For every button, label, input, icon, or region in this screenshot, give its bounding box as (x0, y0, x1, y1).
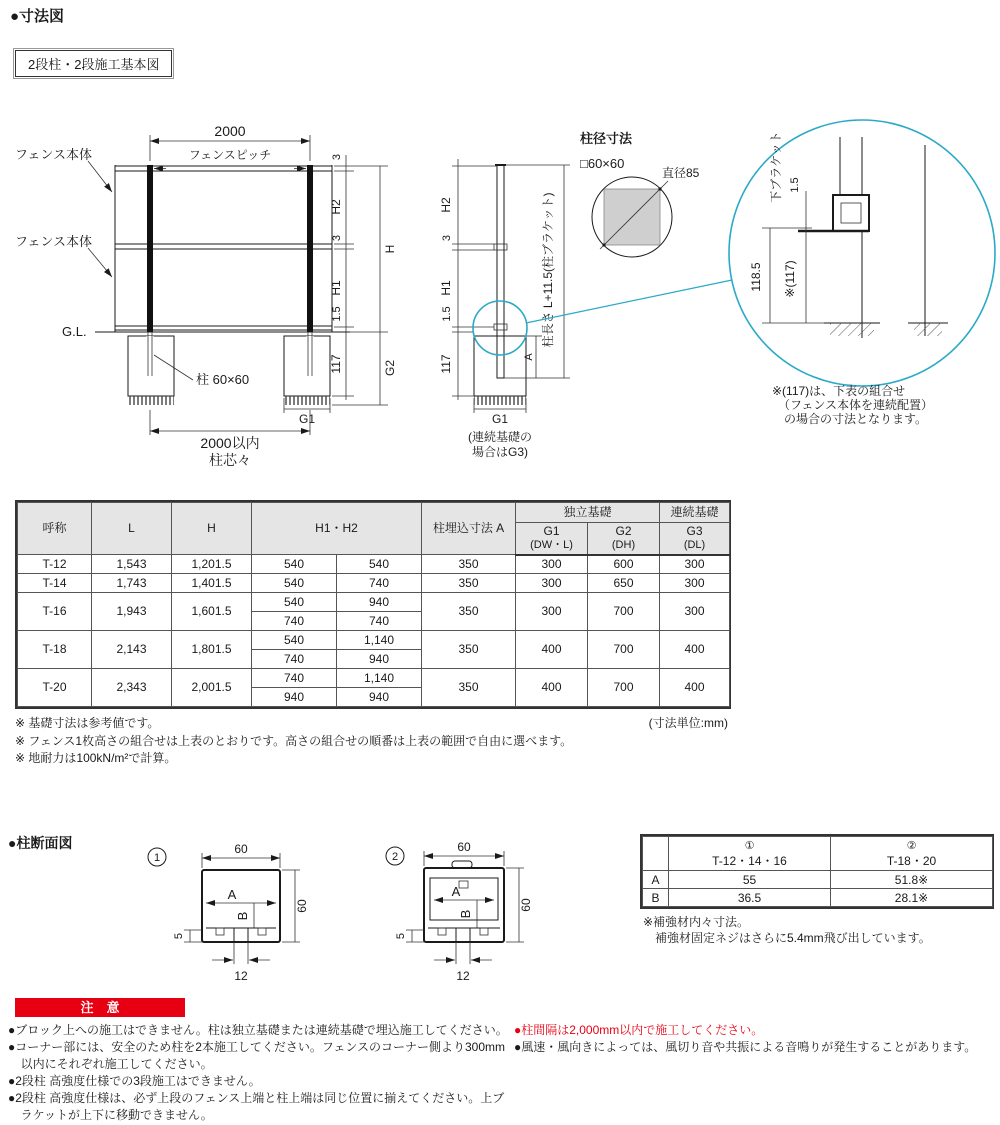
dim-h2: H2 (329, 199, 343, 215)
post-centers-label: 柱芯々 (209, 452, 251, 468)
table-row: T-20 2,343 2,001.5 740 1,140 350 400 700 400 (18, 669, 730, 688)
dim-1-5: 1.5 (331, 306, 343, 322)
dimension-table-wrap (15, 500, 731, 709)
col-header-g3: G3 (DL) (660, 523, 730, 555)
table-note: ※ フェンス1枚高さの組合せは上表のとおりです。高さの組合せの順番は上表の範囲で自由に選べます。 (15, 733, 573, 748)
dim-60-top: 60 (234, 842, 248, 856)
section-number: 2 (391, 851, 399, 863)
col-header-independent-footing: 独立基礎 (516, 503, 660, 523)
caution-item: ●コーナー部には、安全のため柱を2本施工してください。フェンスのコーナー側より300mm以内にそれぞれ施工してください。 (8, 1040, 505, 1072)
dim-60-right: 60 (519, 898, 533, 912)
cross-section-drawing (0, 830, 660, 995)
caution-item: ●風速・風向きによっては、風切り音や共振による音鳴りが発生することがあります。 (514, 1040, 977, 1055)
post-length-label: 柱長さ L+11.5(柱ブラケット) (541, 192, 555, 348)
note-line: ※補強材内々寸法。 (643, 915, 750, 929)
dim-h1: H1 (329, 280, 343, 296)
continuous-footing-note: (連続基礎の (468, 430, 532, 444)
caution-item-red: ●柱間隔は2,000mm以内で施工してください。 (514, 1023, 764, 1037)
post-size-label: 柱 60×60 (196, 372, 250, 387)
detail-leader-line (526, 280, 732, 323)
table-row: B 36.5 28.1※ (643, 889, 993, 907)
dim-g1: G1 (298, 412, 316, 426)
dimension-drawing (0, 95, 1000, 480)
table-notes (15, 716, 728, 769)
dim-12: 12 (456, 969, 470, 983)
dim-118-5: 118.5 (749, 262, 763, 292)
section-number: 1 (153, 852, 161, 864)
reinforcement-table-wrap (640, 834, 994, 909)
dim-12: 12 (234, 969, 248, 983)
table-row: T-14 1,743 1,401.5 540 740 350 300 650 300 (18, 574, 730, 593)
gl-label: G.L. (62, 324, 87, 339)
post-dia-size: □60×60 (580, 156, 625, 171)
dim-a: A (523, 353, 535, 361)
fence-pitch-label: フェンスピッチ (188, 148, 272, 162)
bracket-detail-drawing (729, 120, 995, 426)
dim-span-max: 2000以内 (200, 435, 260, 451)
bracket-profile (833, 195, 869, 231)
reinforcement-notes (643, 914, 931, 946)
dim-117: 117 (329, 354, 343, 374)
dim-60-top: 60 (457, 840, 471, 854)
dim-3-mid: 3 (331, 234, 343, 242)
dim-1-5: 1.5 (441, 306, 453, 322)
col-header-h1h2: H1・H2 (252, 503, 422, 555)
side-view-drawing (439, 159, 732, 459)
footing (474, 336, 526, 396)
dim-60-right: 60 (295, 899, 309, 913)
cross-section-2 (386, 840, 533, 983)
front-view-drawing (15, 123, 397, 468)
cross-section-title: ●柱断面図 (8, 835, 73, 851)
table-row: T-12 1,543 1,201.5 540 540 350 300 600 300 (18, 555, 730, 574)
dim-g2: G2 (383, 359, 397, 377)
detail-note-line: の場合の寸法となります。 (784, 412, 928, 426)
detail-note-line: ※(117)は、下表の組合せ (772, 384, 906, 398)
col-header-continuous-footing: 連続基礎 (660, 503, 730, 523)
col-header-g2: G2 (DH) (588, 523, 660, 555)
caution-item: ●ブロック上への施工はできません。柱は独立基礎または連続基礎で埋込施工してください。 (8, 1023, 508, 1037)
dim-diameter-85: 直径85 (662, 166, 700, 180)
caution-list-left (8, 1022, 513, 1124)
table-note: ※ 基礎寸法は参考値です。 (15, 716, 160, 730)
table-row: A 55 51.8※ (643, 871, 993, 889)
dim-h2: H2 (439, 197, 453, 213)
dim-b: B (235, 911, 250, 921)
dim-117: 117 (439, 354, 453, 374)
dim-a: A (451, 884, 461, 899)
post-profile (497, 165, 504, 378)
diagram-type-box: 2段柱・2段施工基本図 (15, 50, 172, 77)
dim-117-ref: ※(117) (783, 260, 797, 298)
table-note: ※ 地耐力は100kN/m²で計算。 (15, 751, 177, 766)
dim-5: 5 (173, 932, 185, 940)
page-title: ●寸法図 (10, 8, 65, 25)
fence-body-label: フェンス本体 (15, 234, 92, 249)
detail-callout-circle (473, 301, 527, 355)
col-header-t18-20: ② T-18・20 (831, 837, 993, 871)
table-subrow: 940 940 (18, 688, 730, 707)
table-header-row (643, 837, 993, 871)
col-header-name: 呼称 (18, 503, 92, 555)
cross-section-1 (148, 842, 309, 983)
dim-h1: H1 (439, 280, 453, 296)
table-row: T-18 2,143 1,801.5 540 1,140 350 400 700 400 (18, 631, 730, 650)
caution-banner: 注 意 (15, 998, 185, 1017)
col-header-h: H (172, 503, 252, 555)
dim-2000: 2000 (214, 123, 246, 139)
col-header-embed: 柱埋込寸法 A (422, 503, 516, 555)
post-diameter-drawing (580, 131, 700, 257)
note-line: 補強材固定ネジはさらに5.4mm飛び出しています。 (655, 931, 931, 946)
caution-item: ●2段柱 高強度仕様での3段施工はできません。 (8, 1074, 261, 1089)
dim-1-5: 1.5 (789, 177, 801, 193)
post-dia-title: 柱径寸法 (580, 131, 633, 146)
col-header-t12-14-16: ① T-12・14・16 (669, 837, 831, 871)
empty-corner-cell (643, 837, 669, 871)
dimension-table (17, 502, 730, 707)
fence-body-label: フェンス本体 (15, 147, 92, 162)
caution-list-right (514, 1022, 996, 1056)
unit-note: (寸法単位:mm) (648, 716, 728, 730)
table-header-row (18, 503, 730, 523)
detail-note-line: （フェンス本体を連続配置） (778, 398, 934, 412)
table-subrow: 740 940 (18, 650, 730, 669)
caution-item: ●2段柱 高強度仕様は、必ず上段のフェンス上端と柱上端は同じ位置に揃えてください。上ブラケットが上下に移動できません。 (8, 1091, 505, 1123)
dim-5: 5 (395, 932, 407, 940)
table-subrow: 740 740 (18, 612, 730, 631)
dim-a: A (227, 887, 237, 902)
fence-post (307, 165, 313, 332)
reinforcement-table (642, 836, 993, 907)
continuous-footing-note: 場合はG3) (471, 445, 529, 459)
dim-g1: G1 (491, 412, 509, 426)
dim-b: B (458, 909, 473, 919)
lower-bracket-label: 下ブラケット (769, 131, 783, 203)
col-header-l: L (92, 503, 172, 555)
col-header-g1: G1 (DW・L) (516, 523, 588, 555)
dim-3-top: 3 (331, 153, 343, 161)
fence-post (147, 165, 153, 332)
table-row: T-16 1,943 1,601.5 540 940 350 300 700 300 (18, 593, 730, 612)
dim-h: H (383, 244, 397, 254)
dim-3: 3 (441, 234, 453, 242)
